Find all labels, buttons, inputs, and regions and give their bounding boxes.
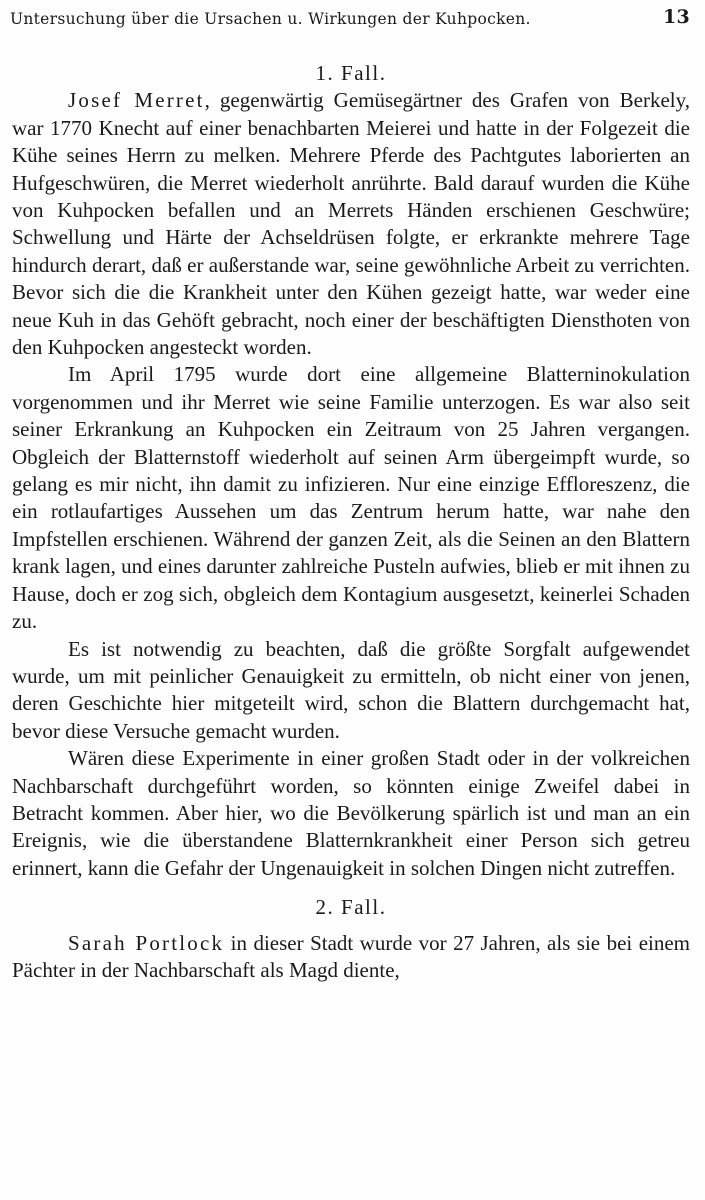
running-head-title: Untersuchung über die Ursachen u. Wirkungen der Kuhpocken. [10,10,531,28]
case-1-paragraph-1 [12,87,690,361]
case-2-heading: 2. Fall. [315,895,387,920]
body-text [12,60,690,984]
case-2-paragraph-1 [12,930,690,985]
page-number: 13 [662,6,690,28]
case-1-paragraph-1-text: , gegenwärtig Gemüsegärtner des Grafen von Berkely, war 1770 Knecht auf einer benachbarten Meierei und hatte in der Folgezeit die Kühe seines Herrn zu melken. Mehrere Pferde des Pachtgutes laborierten an Hufgeschwüren, die Merret wiederholt anrührte. Bald darauf wurden die Kühe von Kuhpocken befallen und an Merrets Händen erschienen Geschwüre; Schwellung und Härte der Achseldrüsen folgte, er erkrankte mehrere Tage hindurch derart, daß er außerstande war, seine gewöhnliche Arbeit zu verrichten. Bevor sich die die Krankheit unter den Kühen gezeigt hatte, war weder eine neue Kuh in das Gehöft gebracht, noch einer der beschäftigten Diensthoten von den Kuhpocken angesteckt worden. [12,88,690,360]
case-1-paragraph-4: Wären diese Experimente in einer großen Stadt oder in der volkreichen Nachbarschaft durchgeführt worden, so könnten einige Zweifel dabei in Betracht kommen. Aber hier, wo die Bevölkerung spärlich ist und man an ein Ereignis, wie die überstandene Blatternkrankheit einer Person sich getreu erinnert, kann die Gefahr der Ungenauigkeit in solchen Dingen nicht zutreffen. [12,746,690,880]
patient-name-merret: Josef Merret [68,88,205,113]
case-1-paragraph-3: Es ist notwendig zu beachten, daß die größte Sorgfalt aufgewendet wurde, um mit peinlicher Genauigkeit zu ermitteln, ob nicht einer von jenen, deren Geschichte hier mitgeteilt wird, schon die Blattern durchgemacht hat, bevor diese Versuche gemacht wurden. [12,636,690,743]
case-1-heading: 1. Fall. [315,61,387,85]
running-head [10,6,690,36]
case-2-paragraph-1-text: in dieser Stadt wurde vor 27 Jahren, als sie bei einem Pächter in der Nachbarschaft als Magd diente, [12,930,691,982]
case-1-paragraph-2: Im April 1795 wurde dort eine allgemeine Blatterninokulation vorgenommen und ihr Merret wie seine Familie unterzogen. Es war also seit seiner Erkrankung an Kuhpocken ein Zeitraum von 25 Jahren vergangen. Obgleich der Blatternstoff wiederholt auf seinen Arm übergeimpft wurde, so gelang es mir nicht, ihn damit zu infizieren. Nur eine einzige Effloreszenz, die ein rotlaufartiges Aussehen um das Zentrum herum hatte, war nahe den Impfstellen erschienen. Während der ganzen Zeit, als die Seinen an den Blattern krank lagen, und eines darunter zahlreiche Pusteln aufwies, blieb er mit ihnen zu Hause, doch er zog sich, obgleich dem Kontagium ausgesetzt, keinerlei Schaden zu. [12,362,690,634]
patient-name-portlock: Sarah Portlock [68,930,225,955]
